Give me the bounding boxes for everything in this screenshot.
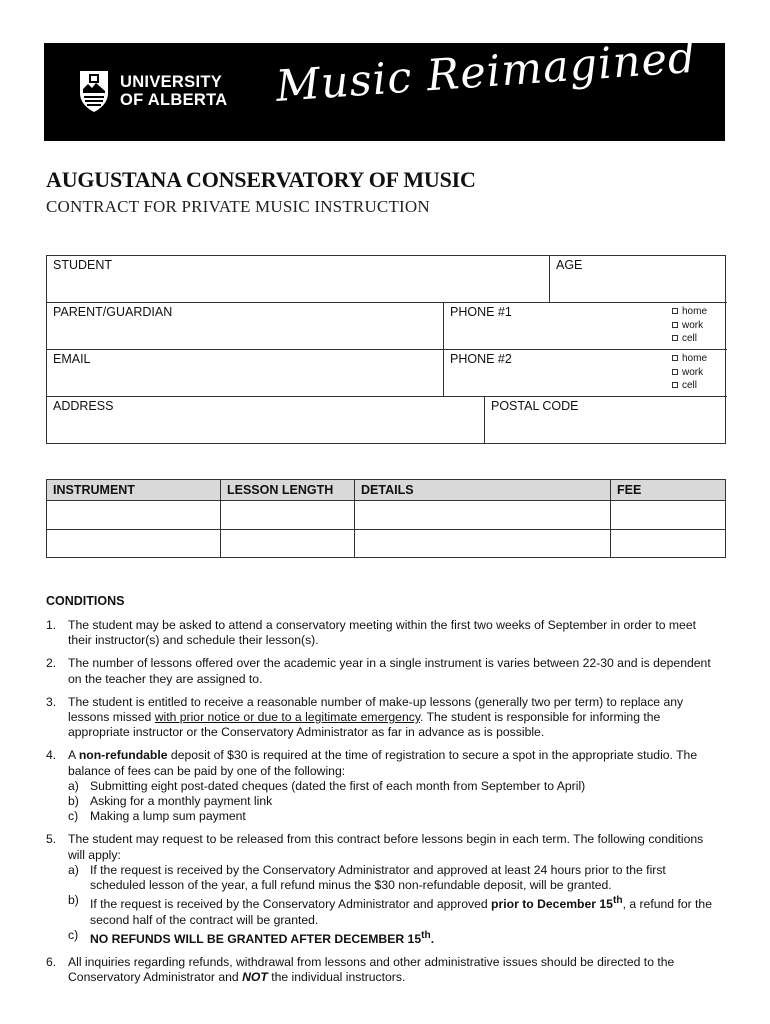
- address-field[interactable]: [47, 397, 485, 444]
- lesson-length-header: LESSON LENGTH: [221, 480, 355, 501]
- phone-2-field[interactable]: [444, 350, 727, 397]
- fee-cell[interactable]: [611, 501, 726, 529]
- phone-2-label: PHONE #2: [450, 352, 512, 366]
- university-name: [120, 73, 228, 109]
- age-label: AGE: [556, 258, 583, 272]
- phone-2-work-option[interactable]: work: [672, 366, 707, 380]
- phone-1-home-option[interactable]: home: [672, 305, 707, 319]
- condition-4: 4. A non-refundable deposit of $30 is required at the time of registration to secure a spot in the appropriate studio. The balance of fees can be paid by one of the following: a) Submitting eight post-dated cheques (dated the first of each month from September to April) b) Asking for a monthly payment link c) Making a lump sum payment: [46, 748, 716, 824]
- payment-option-a: a) Submitting eight post-dated cheques (dated the first of each month from September to April): [68, 778, 586, 793]
- shield-icon: [78, 69, 110, 113]
- details-cell[interactable]: [355, 529, 611, 557]
- checkbox-icon: [672, 322, 678, 328]
- checkbox-icon: [672, 335, 678, 341]
- instrument-table: [46, 479, 726, 558]
- logo-line-2: OF ALBERTA: [120, 91, 228, 109]
- header-banner: [44, 32, 725, 141]
- conditions-heading: CONDITIONS: [46, 594, 125, 608]
- conditions-list: [46, 618, 716, 993]
- phone-1-work-option[interactable]: work: [672, 319, 707, 333]
- student-label: STUDENT: [53, 258, 113, 272]
- postal-code-field[interactable]: [485, 397, 727, 444]
- phone-1-type-options: [672, 305, 707, 346]
- details-header: DETAILS: [355, 480, 611, 501]
- parent-guardian-label: PARENT/GUARDIAN: [53, 305, 173, 319]
- student-field[interactable]: [47, 256, 550, 303]
- condition-2: 2. The number of lessons offered over the academic year in a single instrument is varies between 22-30 and is dependent on the teacher they are assigned to.: [46, 656, 711, 686]
- logo-line-1: UNIVERSITY: [120, 73, 223, 91]
- phone-1-cell-option[interactable]: cell: [672, 332, 707, 346]
- payment-option-b: b) Asking for a monthly payment link: [68, 794, 273, 809]
- age-field[interactable]: [550, 256, 727, 303]
- postal-code-label: POSTAL CODE: [491, 399, 579, 413]
- instrument-cell[interactable]: [47, 529, 221, 557]
- table-header-row: [47, 480, 726, 501]
- page-title: AUGUSTANA CONSERVATORY OF MUSIC: [46, 167, 476, 192]
- details-cell[interactable]: [355, 501, 611, 529]
- slogan: Music Reimagined: [274, 32, 698, 112]
- condition-5: 5. The student may request to be released from this contract before lessons begin in each term. The following conditions will apply: a) If the request is received by the Conservatory Administrator and approved at least 24 hours prior to the first scheduled lesson of the year, a full refund minus the $30 non-refundable deposit, will be granted. b) If the request is received by the Conservatory Administrator and approved prior to December 15th, a refund for the second half of the contract will be granted. c) NO REFUNDS WILL BE GRANTED AFTER DECEMBER 15th.: [46, 832, 716, 947]
- release-option-c: c) NO REFUNDS WILL BE GRANTED AFTER DECEMBER 15th.: [68, 927, 435, 946]
- release-option-a: a) If the request is received by the Conservatory Administrator and approved at least 24 hours prior to the first scheduled lesson of the year, a full refund minus the $30 non-refundable deposit, will be granted.: [68, 862, 666, 893]
- lesson-length-cell[interactable]: [221, 501, 355, 529]
- condition-3: 3. The student is entitled to receive a reasonable number of make-up lessons (generally two per term) to replace any lessons missed with prior notice or due to a legitimate emergency. The student is responsible for informing the appropriate instructor or the Conservatory Administrator as far in advance as is possible.: [46, 694, 684, 740]
- release-option-b: b) If the request is received by the Conservatory Administrator and approved prior to December 15th, a refund for the second half of the contract will be granted.: [68, 893, 712, 927]
- fee-cell[interactable]: [611, 529, 726, 557]
- lesson-length-cell[interactable]: [221, 529, 355, 557]
- university-logo: [78, 69, 238, 115]
- fee-header: FEE: [611, 480, 726, 501]
- checkbox-icon: [672, 369, 678, 375]
- address-label: ADDRESS: [53, 399, 114, 413]
- phone-2-cell-option[interactable]: cell: [672, 379, 707, 393]
- page-subtitle: CONTRACT FOR PRIVATE MUSIC INSTRUCTION: [46, 197, 430, 216]
- checkbox-icon: [672, 382, 678, 388]
- condition-6: 6. All inquiries regarding refunds, withdrawal from lessons and other administrative issues should be directed to the Conservatory Administrator and NOT the individual instructors.: [46, 954, 675, 985]
- checkbox-icon: [672, 355, 678, 361]
- phone-2-home-option[interactable]: home: [672, 352, 707, 366]
- phone-2-type-options: [672, 352, 707, 393]
- instrument-header: INSTRUMENT: [47, 480, 221, 501]
- table-row: [47, 529, 726, 557]
- condition-1: 1. The student may be asked to attend a conservatory meeting within the first two weeks of September in order to meet their instructor(s) and schedule their lesson(s).: [46, 618, 696, 648]
- phone-1-field[interactable]: [444, 303, 727, 350]
- table-row: [47, 501, 726, 529]
- instrument-cell[interactable]: [47, 501, 221, 529]
- email-label: EMAIL: [53, 352, 91, 366]
- checkbox-icon: [672, 308, 678, 314]
- parent-guardian-field[interactable]: [47, 303, 444, 350]
- payment-option-c: c) Making a lump sum payment: [68, 809, 246, 824]
- phone-1-label: PHONE #1: [450, 305, 512, 319]
- student-info-form: [46, 255, 726, 444]
- email-field[interactable]: [47, 350, 444, 397]
